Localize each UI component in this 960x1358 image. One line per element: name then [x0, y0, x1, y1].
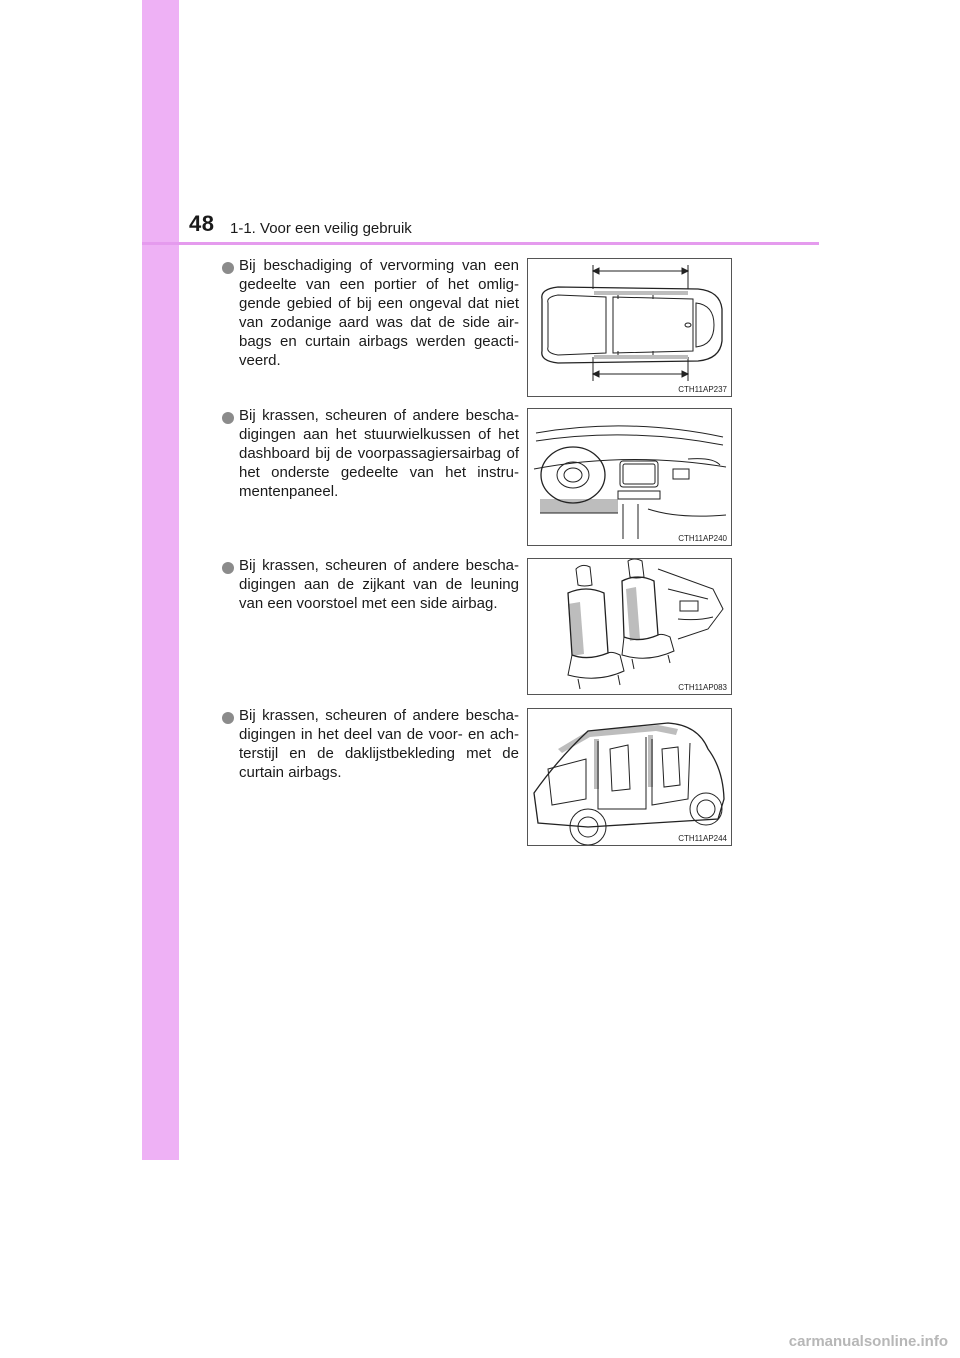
figure-code: CTH11AP240: [678, 534, 727, 543]
list-item: [222, 706, 519, 782]
figure-code: CTH11AP083: [678, 683, 727, 692]
front-seats-illustration: [528, 559, 731, 694]
bullet-icon: [222, 562, 234, 574]
figure-front-seats: [527, 558, 732, 695]
list-item: [222, 406, 519, 501]
list-item: [222, 256, 519, 370]
page-side-tab: [142, 0, 179, 1160]
section-title: 1-1. Voor een veilig gebruik: [230, 220, 412, 237]
item-text: Bij krassen, scheuren of andere bescha-digingen aan het stuurwielkussen of het dashboard bij de voorpassagiersairbag of het onderste gedeelte van het instru-mentenpaneel.: [239, 407, 519, 500]
figure-code: CTH11AP237: [678, 385, 727, 394]
watermark: carmanualsonline.info: [788, 1333, 948, 1350]
list-item: [222, 556, 519, 613]
bullet-icon: [222, 262, 234, 274]
figure-code: CTH11AP244: [678, 834, 727, 843]
bullet-icon: [222, 712, 234, 724]
figure-car-side: [527, 708, 732, 846]
figure-dashboard: [527, 408, 732, 546]
header-rule: [142, 242, 819, 245]
dashboard-illustration: [528, 409, 731, 545]
item-text: Bij beschadiging of vervorming van een gedeelte van een portier of het omlig-gende gebied of bij een ongeval dat niet van zodanige aard was dat de side air-bags en curtain airbags werden geacti-veerd.: [239, 257, 519, 369]
bullet-icon: [222, 412, 234, 424]
item-text: Bij krassen, scheuren of andere bescha-digingen aan de zijkant van de leuning van een voorstoel met een side airbag.: [239, 557, 519, 612]
item-text: Bij krassen, scheuren of andere bescha-digingen in het deel van de voor- en ach-terstijl en de daklijstbekleding met de curtain airbags.: [239, 707, 519, 781]
car-top-view-illustration: [528, 259, 731, 396]
figure-car-top-view: [527, 258, 732, 397]
page-number: 48: [189, 211, 215, 236]
car-side-open-doors-illustration: [528, 709, 731, 845]
